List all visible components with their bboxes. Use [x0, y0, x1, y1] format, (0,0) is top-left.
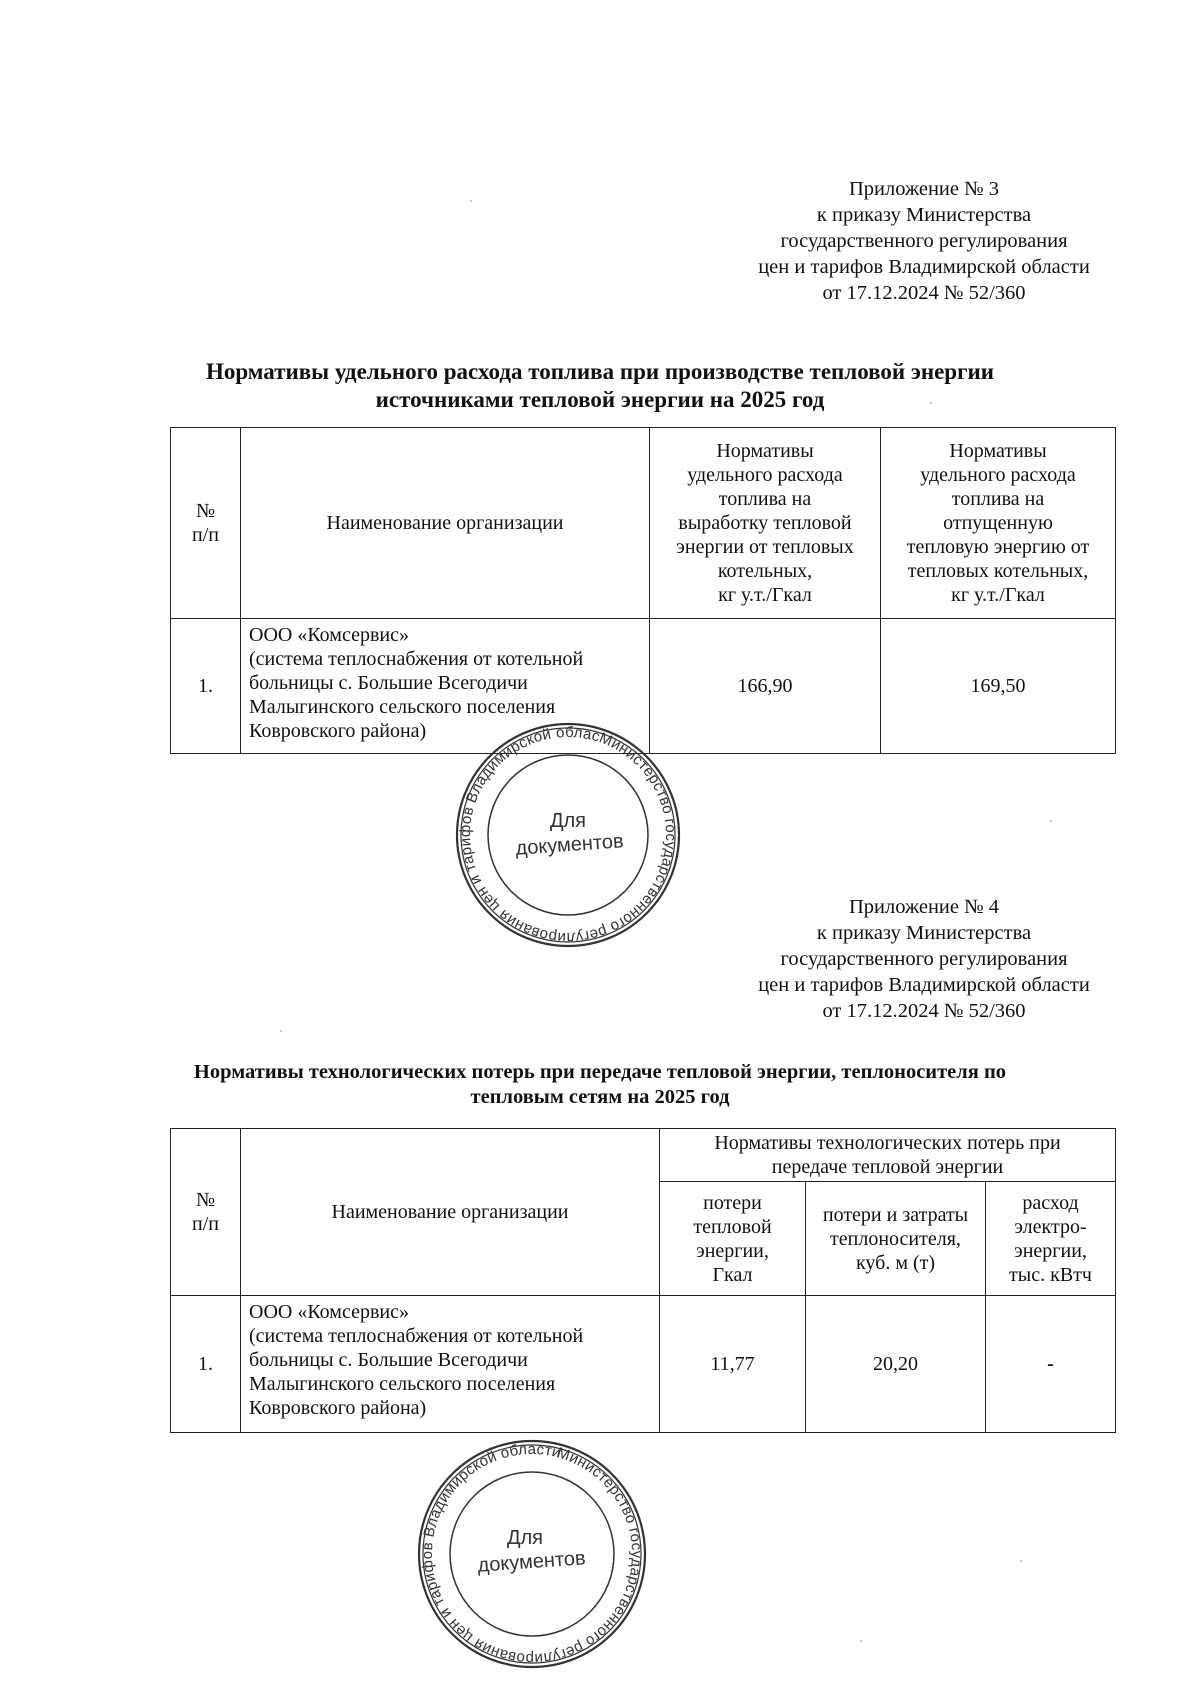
header-line: энергии, [1014, 1239, 1087, 1262]
annex-3-line: к приказу Министерства [816, 204, 1032, 226]
row-num: 1. [171, 619, 241, 754]
scan-speck [470, 200, 472, 202]
header-line: отпущенную [943, 512, 1053, 534]
annex-4-line: от 17.12.2024 № 52/360 [822, 1000, 1026, 1022]
official-seal [448, 722, 688, 948]
header-line: куб. м (т) [855, 1251, 936, 1274]
header-line: котельных, [717, 560, 813, 582]
seal-graphic [413, 1437, 651, 1671]
header-group-line: передаче тепловой энергии [771, 1156, 1004, 1178]
scan-speck [860, 1640, 862, 1642]
org-line: Ковровского района) [249, 720, 427, 742]
header-line: энергии, [696, 1239, 769, 1262]
header-line: расход [1022, 1191, 1079, 1214]
seal-ring-text: Министерство государственного регулирования цен и тарифов Владимирской облас [456, 723, 680, 947]
annex-4-line: цен и тарифов Владимирской области [758, 974, 1090, 996]
header-line: кг у.т./Гкал [718, 584, 812, 606]
header-line: выработку тепловой [678, 512, 852, 534]
annex-4-line: Приложение № 4 [848, 896, 1000, 918]
table-header-row [171, 428, 1116, 619]
seal-ring-text: Министерство государственного регулирования цен и тарифов Владимирской области [418, 1440, 646, 1668]
header-line: тепловой [693, 1215, 772, 1238]
org-line: Ковровского района) [249, 1397, 427, 1419]
scan-speck [1020, 1560, 1022, 1562]
header-num-line: № [195, 500, 216, 522]
org-line: больницы с. Большие Всегодичи [249, 1349, 528, 1371]
header-num-line: № [195, 1189, 216, 1211]
seal-center-line: Для [506, 1527, 544, 1549]
org-line: (система теплоснабжения от котельной [249, 1325, 584, 1347]
table-2-title-line: Нормативы технологических потерь при передаче тепловой энергии, теплоносителя по [193, 1061, 1007, 1083]
org-line: (система теплоснабжения от котельной [249, 648, 584, 670]
table-1-title [150, 358, 1050, 414]
header-line: потери [703, 1191, 762, 1214]
header-num-line: п/п [192, 524, 219, 546]
seal-center-line: документов [476, 1547, 587, 1577]
row-num: 1. [171, 1296, 241, 1433]
header-supply-norm [881, 428, 1116, 619]
annex-3-line: цен и тарифов Владимирской области [758, 256, 1090, 278]
table-row [171, 1296, 1116, 1433]
table-2-title-line: тепловым сетям на 2025 год [470, 1086, 730, 1108]
header-group-line: Нормативы технологических потерь при [714, 1132, 1061, 1154]
table-1-title-line: Нормативы удельного расхода топлива при производстве тепловой энергии [205, 359, 995, 384]
org-line: больницы с. Большие Всегодичи [249, 672, 528, 694]
org-line: ООО «Комсервис» [249, 1301, 409, 1323]
header-org [241, 1129, 660, 1296]
row-electricity-value: - [986, 1296, 1116, 1433]
header-line: удельного расхода [687, 464, 843, 486]
header-electricity [986, 1182, 1116, 1296]
annex-3-line: государственного регулирования [780, 230, 1068, 252]
seal-center-line: Для [549, 810, 587, 832]
scan-speck [280, 1030, 282, 1032]
header-line: кг у.т./Гкал [951, 584, 1045, 606]
header-num-line: п/п [192, 1213, 219, 1235]
header-line: электро- [1014, 1215, 1087, 1238]
annex-3-header [714, 176, 1134, 306]
table-2-title [150, 1060, 1050, 1110]
table-header-row [171, 1129, 1116, 1182]
annex-3-line: от 17.12.2024 № 52/360 [822, 282, 1026, 304]
header-coolant-loss [806, 1182, 986, 1296]
header-line: энергии от тепловых [676, 536, 854, 558]
org-line: Малыгинского сельского поселения [249, 696, 556, 718]
header-group [660, 1129, 1116, 1182]
annex-4-header [714, 894, 1134, 1024]
header-line: удельного расхода [920, 464, 1076, 486]
seal-graphic [448, 722, 688, 948]
header-line: теплоносителя, [830, 1227, 961, 1250]
header-line: тепловых котельных, [907, 560, 1089, 582]
header-heat-loss [660, 1182, 806, 1296]
header-line: потери и затраты [822, 1203, 969, 1226]
header-production-norm [650, 428, 881, 619]
header-line: топлива на [951, 488, 1045, 510]
header-line: Нормативы [716, 440, 814, 462]
header-line: тепловую энергию от [906, 536, 1090, 558]
row-supply-value: 169,50 [881, 619, 1116, 754]
scan-speck [930, 402, 932, 404]
header-org [241, 428, 650, 619]
seal-center-line: документов [514, 830, 625, 860]
org-line: Малыгинского сельского поселения [249, 1373, 556, 1395]
annex-4-line: государственного регулирования [780, 948, 1068, 970]
header-num [171, 1129, 241, 1296]
row-production-value: 166,90 [650, 619, 881, 754]
header-org-label: Наименование организации [331, 1201, 569, 1223]
header-line: Нормативы [949, 440, 1047, 462]
header-org-label: Наименование организации [326, 512, 564, 534]
scan-speck [1050, 820, 1052, 822]
header-line: топлива на [718, 488, 812, 510]
official-seal [413, 1437, 651, 1671]
header-num [171, 428, 241, 619]
header-line: тыс. кВтч [1009, 1263, 1092, 1286]
org-line: ООО «Комсервис» [249, 624, 409, 646]
table-1-title-line: источниками тепловой энергии на 2025 год [375, 387, 825, 412]
annex-4-line: к приказу Министерства [816, 922, 1032, 944]
fuel-norms-table [170, 427, 1116, 754]
row-coolant-loss-value: 20,20 [806, 1296, 986, 1433]
heat-loss-norms-table [170, 1128, 1116, 1433]
row-heat-loss-value: 11,77 [660, 1296, 806, 1433]
header-line: Гкал [712, 1263, 753, 1286]
row-org [241, 1296, 660, 1433]
annex-3-line: Приложение № 3 [848, 178, 1000, 200]
